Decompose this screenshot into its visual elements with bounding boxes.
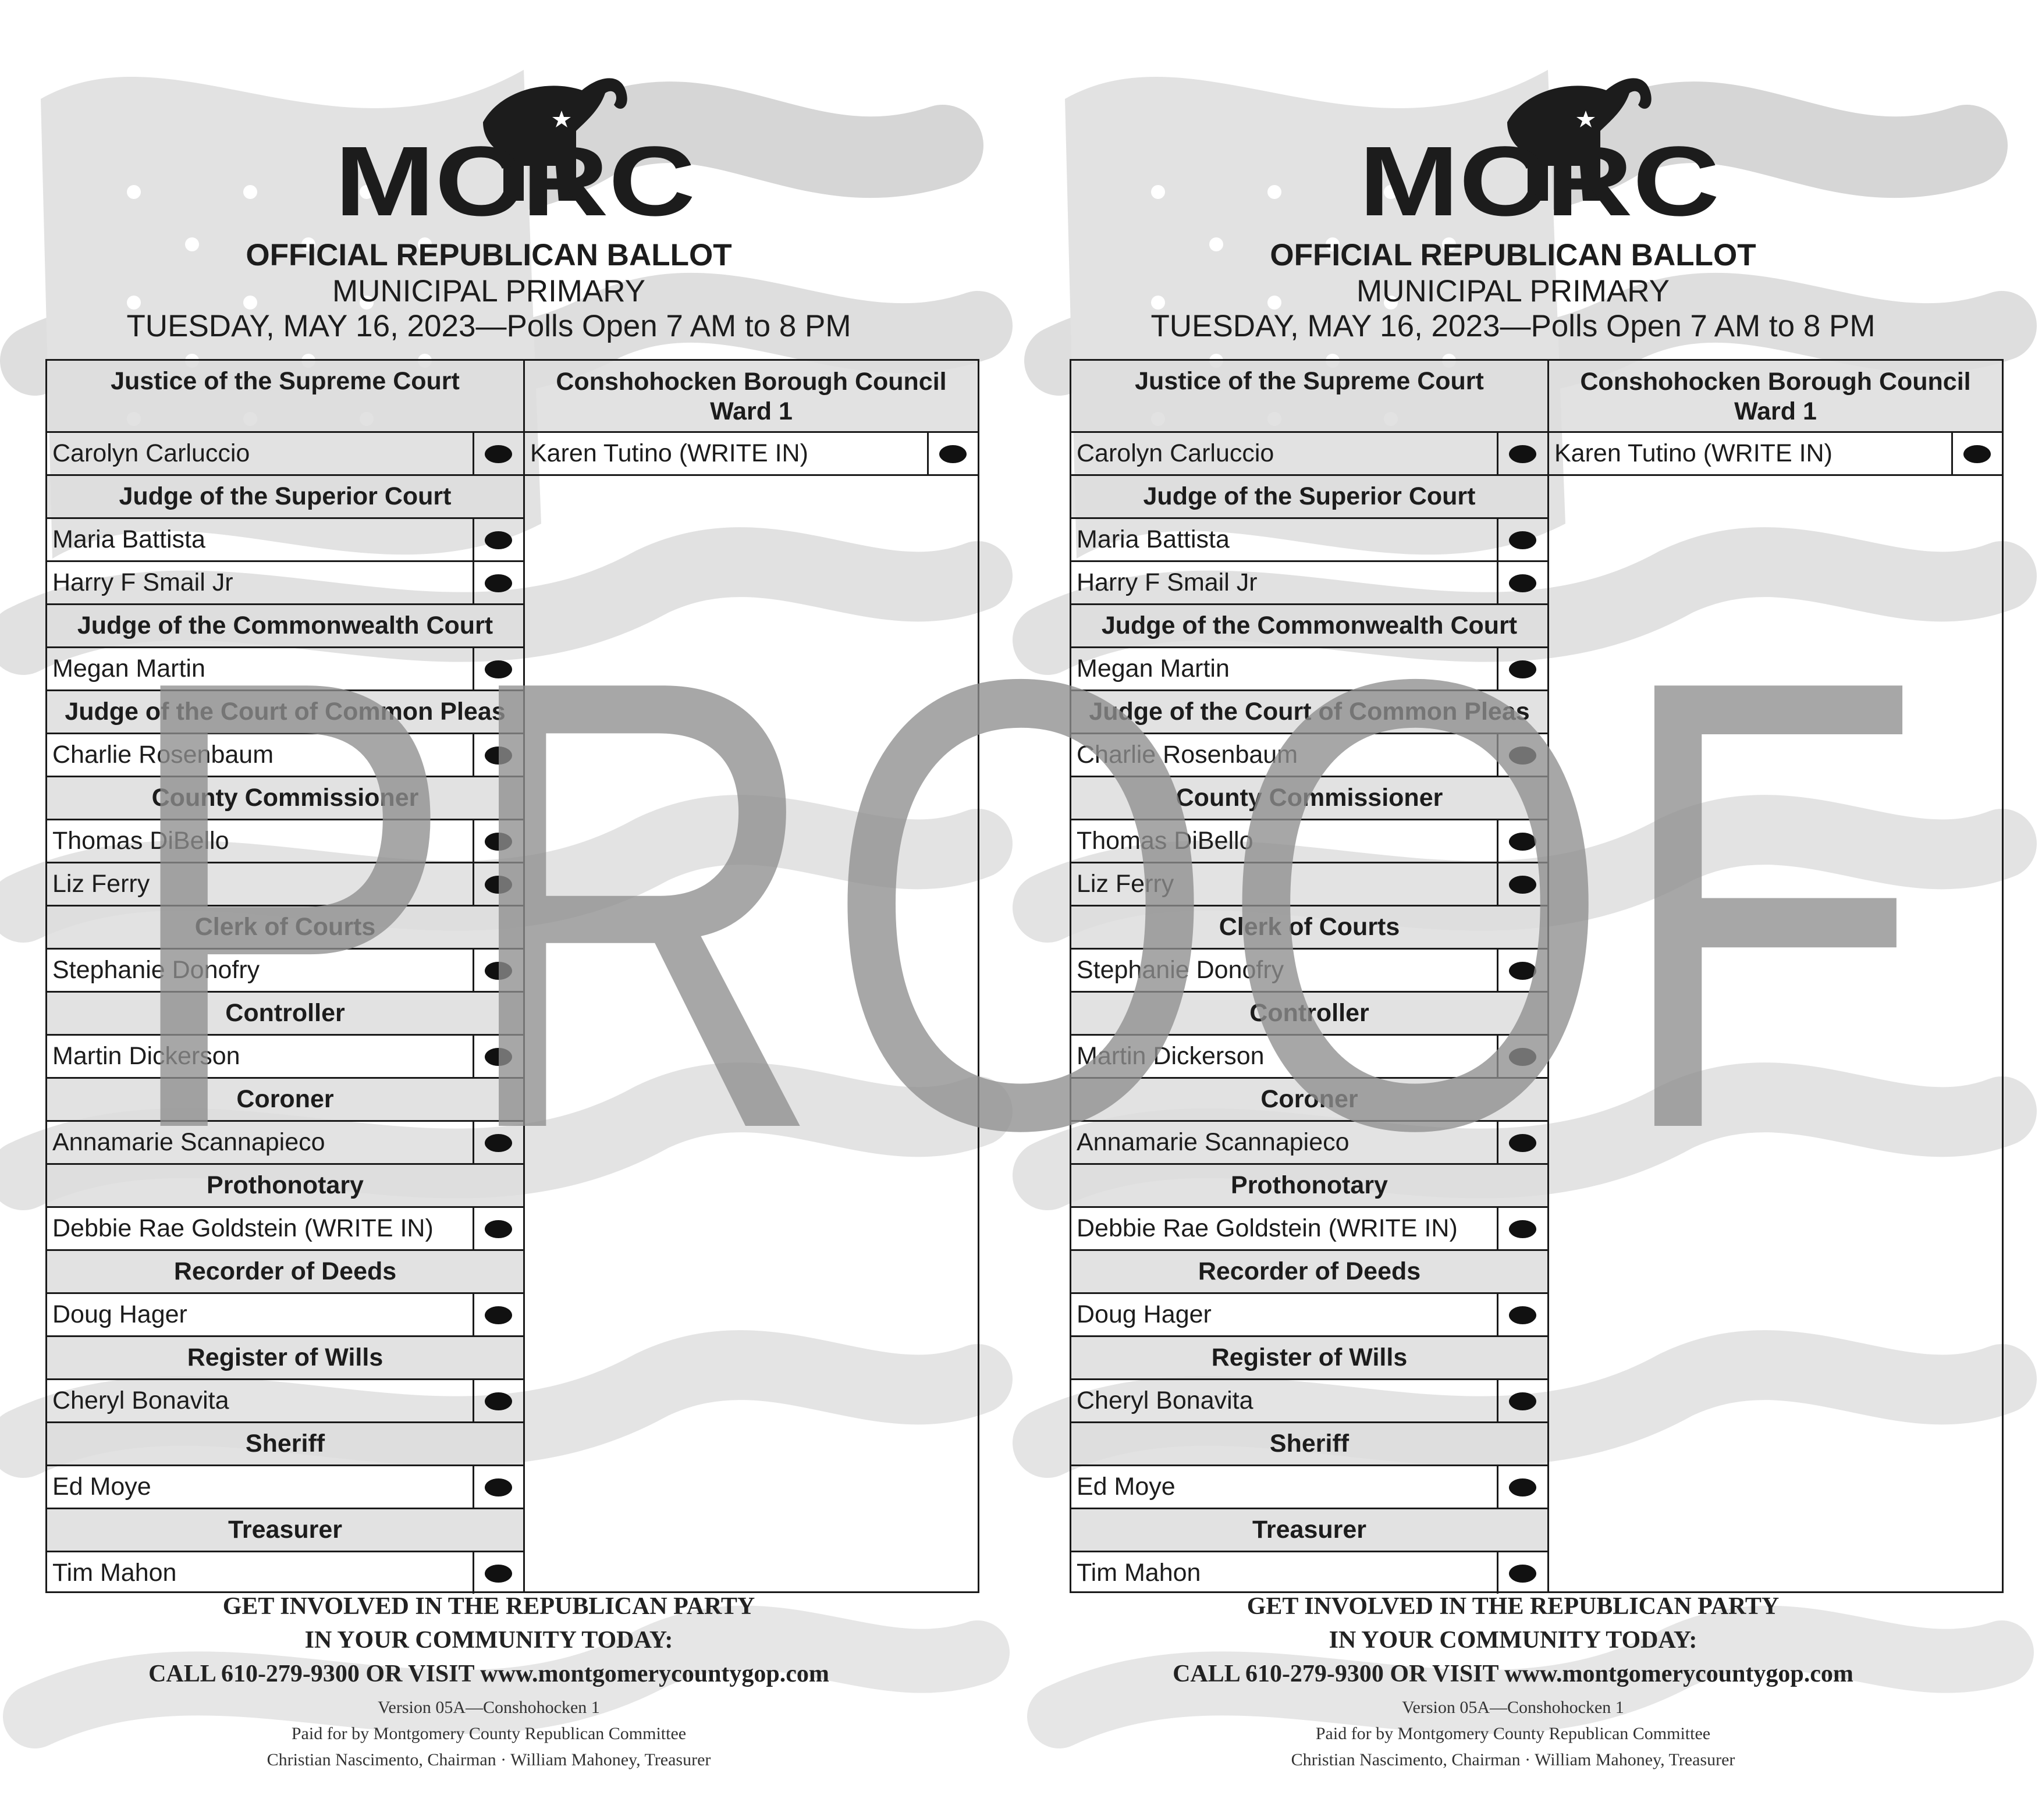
vote-oval-icon[interactable] (485, 1392, 512, 1410)
vote-box[interactable] (473, 1552, 523, 1594)
vote-box[interactable] (473, 433, 523, 474)
candidate-name: Maria Battista (52, 525, 205, 553)
candidate-name: Debbie Rae Goldstein (WRITE IN) (52, 1214, 434, 1242)
vote-oval-icon[interactable] (1509, 660, 1536, 678)
vote-box[interactable] (1497, 1380, 1547, 1421)
candidate-name: Megan Martin (1077, 655, 1230, 682)
office-header: Judge of the Court of Common Pleas (47, 691, 523, 734)
vote-box[interactable] (473, 734, 523, 776)
vote-box[interactable] (1497, 950, 1547, 991)
office-header: Justice of the Supreme Court (1071, 361, 1547, 433)
vote-box[interactable] (473, 562, 523, 603)
office-header-line: Conshohocken Borough Council (556, 368, 947, 396)
candidate-row[interactable] (47, 1380, 523, 1423)
candidate-name: Thomas DiBello (52, 827, 229, 855)
svg-text:MCRC: MCRC (335, 126, 695, 230)
left-column (47, 361, 523, 1595)
vote-box[interactable] (1497, 648, 1547, 689)
candidate-name: Thomas DiBello (1077, 827, 1253, 855)
mcrc-elephant-logo (1350, 55, 1728, 230)
ballot-title: OFFICIAL REPUBLICAN BALLOT (1270, 238, 1756, 272)
mcrc-elephant-logo (326, 55, 704, 230)
candidate-row[interactable] (1071, 863, 1547, 907)
candidate-name: Debbie Rae Goldstein (WRITE IN) (1077, 1214, 1458, 1242)
right-column (525, 361, 978, 476)
candidate-name: Harry F Smail Jr (1077, 568, 1258, 596)
candidate-row[interactable] (47, 734, 523, 777)
candidate-row[interactable] (1071, 648, 1547, 691)
election-date: TUESDAY, MAY 16, 2023—Polls Open 7 AM to 8 PM (1150, 309, 1876, 343)
candidate-row[interactable] (1071, 1380, 1547, 1423)
vote-box[interactable] (927, 433, 978, 474)
svg-text:MCRC: MCRC (1359, 126, 1720, 230)
candidate-row[interactable] (47, 1208, 523, 1251)
vote-oval-icon[interactable] (1509, 1392, 1536, 1410)
vote-oval-icon[interactable] (485, 747, 512, 765)
candidate-row[interactable] (47, 1122, 523, 1165)
candidate-name: Martin Dickerson (1077, 1042, 1265, 1070)
candidate-row[interactable] (1071, 1036, 1547, 1079)
office-header: Judge of the Commonwealth Court (47, 605, 523, 648)
candidate-row[interactable] (1071, 1552, 1547, 1595)
vote-box[interactable] (1497, 1036, 1547, 1077)
candidate-name: Liz Ferry (52, 870, 150, 898)
office-header: County Commissioner (47, 777, 523, 820)
vote-oval-icon[interactable] (1509, 833, 1536, 851)
vote-oval-icon[interactable] (485, 531, 512, 549)
candidate-name: Carolyn Carluccio (1077, 439, 1274, 467)
candidate-name: Liz Ferry (1077, 870, 1174, 898)
office-header: County Commissioner (1071, 777, 1547, 820)
candidate-row[interactable] (47, 950, 523, 993)
candidate-row[interactable] (1071, 1122, 1547, 1165)
vote-box[interactable] (1497, 1552, 1547, 1594)
vote-oval-icon[interactable] (1509, 1565, 1536, 1583)
proof-watermark-text: PROOF (119, 634, 1923, 1158)
office-header-line: Ward 1 (710, 397, 793, 425)
office-header: Coroner (47, 1079, 523, 1122)
office-header: Treasurer (47, 1509, 523, 1552)
candidate-name: Doug Hager (52, 1300, 187, 1328)
version-text: Version 05A—Conshohocken 1 (378, 1698, 600, 1717)
candidate-name: Karen Tutino (WRITE IN) (530, 439, 808, 467)
column-divider (523, 361, 525, 1591)
vote-box[interactable] (473, 519, 523, 560)
officers-text: Christian Nascimento, Chairman · William Mahoney, Treasurer (1291, 1750, 1735, 1769)
office-header: Register of Wills (47, 1337, 523, 1380)
candidate-name: Karen Tutino (WRITE IN) (1554, 439, 1833, 467)
candidate-row[interactable] (47, 863, 523, 907)
vote-box[interactable] (473, 1380, 523, 1421)
ballot-table (1070, 359, 2004, 1593)
candidate-row[interactable] (1071, 1208, 1547, 1251)
vote-oval-icon[interactable] (1509, 1306, 1536, 1324)
candidate-row[interactable] (525, 433, 978, 476)
vote-oval-icon[interactable] (1509, 1134, 1536, 1152)
vote-oval-icon[interactable] (1509, 531, 1536, 549)
candidate-name: Carolyn Carluccio (52, 439, 250, 467)
office-header-line: Conshohocken Borough Council (1580, 368, 1971, 396)
office-header: Judge of the Court of Common Pleas (1071, 691, 1547, 734)
vote-box[interactable] (473, 863, 523, 905)
candidate-row[interactable] (47, 519, 523, 562)
office-header: Prothonotary (47, 1165, 523, 1208)
vote-box[interactable] (1951, 433, 2002, 474)
office-header: Clerk of Courts (1071, 907, 1547, 950)
vote-box[interactable] (473, 1466, 523, 1508)
vote-oval-icon[interactable] (485, 445, 512, 463)
candidate-name: Cheryl Bonavita (52, 1387, 229, 1414)
candidate-row[interactable] (47, 820, 523, 863)
candidate-row[interactable] (47, 1466, 523, 1509)
candidate-row[interactable] (47, 1552, 523, 1595)
vote-oval-icon[interactable] (485, 574, 512, 592)
vote-oval-icon[interactable] (939, 445, 967, 463)
vote-oval-icon[interactable] (485, 1048, 512, 1066)
vote-oval-icon[interactable] (1509, 876, 1536, 894)
vote-oval-icon[interactable] (1509, 445, 1536, 463)
candidate-row[interactable] (47, 562, 523, 605)
vote-oval-icon[interactable] (1509, 574, 1536, 592)
candidate-row[interactable] (1071, 734, 1547, 777)
vote-box[interactable] (1497, 1122, 1547, 1163)
candidate-row[interactable] (1071, 1294, 1547, 1337)
office-header: Recorder of Deeds (47, 1251, 523, 1294)
paid-for-text: Paid for by Montgomery County Republican Committee (1315, 1724, 1711, 1743)
vote-box[interactable] (473, 1036, 523, 1077)
candidate-row[interactable] (1071, 519, 1547, 562)
candidate-row[interactable] (47, 1294, 523, 1337)
footer-line: GET INVOLVED IN THE REPUBLICAN PARTY (222, 1593, 755, 1620)
vote-box[interactable] (1497, 1208, 1547, 1249)
office-header: Clerk of Courts (47, 907, 523, 950)
footer-line: IN YOUR COMMUNITY TODAY: (304, 1627, 673, 1654)
ballot-title: OFFICIAL REPUBLICAN BALLOT (246, 238, 732, 272)
footer-call-line: CALL 610-279-9300 OR VISIT www.montgomerycountygop.com (148, 1661, 829, 1687)
vote-box[interactable] (1497, 734, 1547, 776)
candidate-name: Cheryl Bonavita (1077, 1387, 1253, 1414)
candidate-row[interactable] (47, 433, 523, 476)
footer-line: IN YOUR COMMUNITY TODAY: (1329, 1627, 1697, 1654)
candidate-row[interactable] (1071, 562, 1547, 605)
candidate-name: Tim Mahon (1077, 1559, 1201, 1587)
candidate-name: Charlie Rosenbaum (1077, 741, 1298, 769)
ballot-subtitle: MUNICIPAL PRIMARY (1356, 274, 1670, 308)
office-header: Justice of the Supreme Court (47, 361, 523, 433)
office-header: Sheriff (47, 1423, 523, 1466)
office-header: Sheriff (1071, 1423, 1547, 1466)
election-date: TUESDAY, MAY 16, 2023—Polls Open 7 AM to 8 PM (126, 309, 851, 343)
vote-box[interactable] (473, 950, 523, 991)
version-text: Version 05A—Conshohocken 1 (1402, 1698, 1624, 1717)
vote-box[interactable] (1497, 433, 1547, 474)
candidate-name: Martin Dickerson (52, 1042, 240, 1070)
right-column (1549, 361, 2002, 476)
candidate-name: Tim Mahon (52, 1559, 177, 1587)
vote-box[interactable] (473, 1294, 523, 1335)
candidate-name: Stephanie Donofry (1077, 956, 1284, 984)
vote-box[interactable] (1497, 863, 1547, 905)
candidate-row[interactable] (47, 1036, 523, 1079)
vote-box[interactable] (1497, 820, 1547, 862)
vote-oval-icon[interactable] (1509, 1478, 1536, 1496)
left-column (1071, 361, 1547, 1595)
vote-oval-icon[interactable] (485, 876, 512, 894)
candidate-name: Annamarie Scannapieco (1077, 1128, 1350, 1156)
candidate-row[interactable] (1549, 433, 2002, 476)
office-header-line: Ward 1 (1734, 397, 1817, 425)
candidate-name: Maria Battista (1077, 525, 1230, 553)
vote-box[interactable] (1497, 1466, 1547, 1508)
vote-oval-icon[interactable] (485, 660, 512, 678)
office-header: Controller (47, 993, 523, 1036)
candidate-row[interactable] (47, 648, 523, 691)
vote-oval-icon[interactable] (1509, 962, 1536, 980)
candidate-name: Annamarie Scannapieco (52, 1128, 325, 1156)
ballot-table (45, 359, 979, 1593)
office-header (1549, 361, 2002, 433)
candidate-name: Stephanie Donofry (52, 956, 260, 984)
vote-box[interactable] (1497, 562, 1547, 603)
vote-oval-icon[interactable] (1509, 1220, 1536, 1238)
vote-oval-icon[interactable] (1509, 747, 1536, 765)
office-header: Recorder of Deeds (1071, 1251, 1547, 1294)
vote-oval-icon[interactable] (1963, 445, 1991, 463)
candidate-row[interactable] (1071, 1466, 1547, 1509)
candidate-name: Ed Moye (52, 1473, 151, 1501)
office-header: Register of Wills (1071, 1337, 1547, 1380)
candidate-name: Megan Martin (52, 655, 205, 682)
ballot-right (1024, 0, 2002, 1820)
candidate-row[interactable] (1071, 950, 1547, 993)
office-header: Coroner (1071, 1079, 1547, 1122)
vote-oval-icon[interactable] (485, 1306, 512, 1324)
office-header (525, 361, 978, 433)
footer-call-line: CALL 610-279-9300 OR VISIT www.montgomerycountygop.com (1173, 1661, 1853, 1687)
office-header: Prothonotary (1071, 1165, 1547, 1208)
candidate-name: Charlie Rosenbaum (52, 741, 274, 769)
ballot-left (0, 0, 978, 1820)
office-header: Judge of the Superior Court (47, 476, 523, 519)
candidate-row[interactable] (1071, 820, 1547, 863)
paid-for-text: Paid for by Montgomery County Republican Committee (291, 1724, 687, 1743)
officers-text: Christian Nascimento, Chairman · William Mahoney, Treasurer (267, 1750, 711, 1769)
column-divider (1547, 361, 1549, 1591)
office-header: Judge of the Commonwealth Court (1071, 605, 1547, 648)
vote-oval-icon[interactable] (485, 962, 512, 980)
vote-box[interactable] (1497, 519, 1547, 560)
office-header: Judge of the Superior Court (1071, 476, 1547, 519)
office-header: Controller (1071, 993, 1547, 1036)
vote-box[interactable] (1497, 1294, 1547, 1335)
vote-oval-icon[interactable] (485, 833, 512, 851)
vote-box[interactable] (473, 820, 523, 862)
vote-oval-icon[interactable] (485, 1134, 512, 1152)
ballot-subtitle: MUNICIPAL PRIMARY (332, 274, 645, 308)
candidate-name: Harry F Smail Jr (52, 568, 233, 596)
footer-line: GET INVOLVED IN THE REPUBLICAN PARTY (1246, 1593, 1780, 1620)
candidate-name: Ed Moye (1077, 1473, 1176, 1501)
vote-box[interactable] (473, 1208, 523, 1249)
vote-box[interactable] (473, 1122, 523, 1163)
candidate-row[interactable] (1071, 433, 1547, 476)
office-header: Treasurer (1071, 1509, 1547, 1552)
vote-oval-icon[interactable] (485, 1478, 512, 1496)
candidate-name: Doug Hager (1077, 1300, 1212, 1328)
vote-box[interactable] (473, 648, 523, 689)
vote-oval-icon[interactable] (485, 1220, 512, 1238)
vote-oval-icon[interactable] (485, 1565, 512, 1583)
vote-oval-icon[interactable] (1509, 1048, 1536, 1066)
